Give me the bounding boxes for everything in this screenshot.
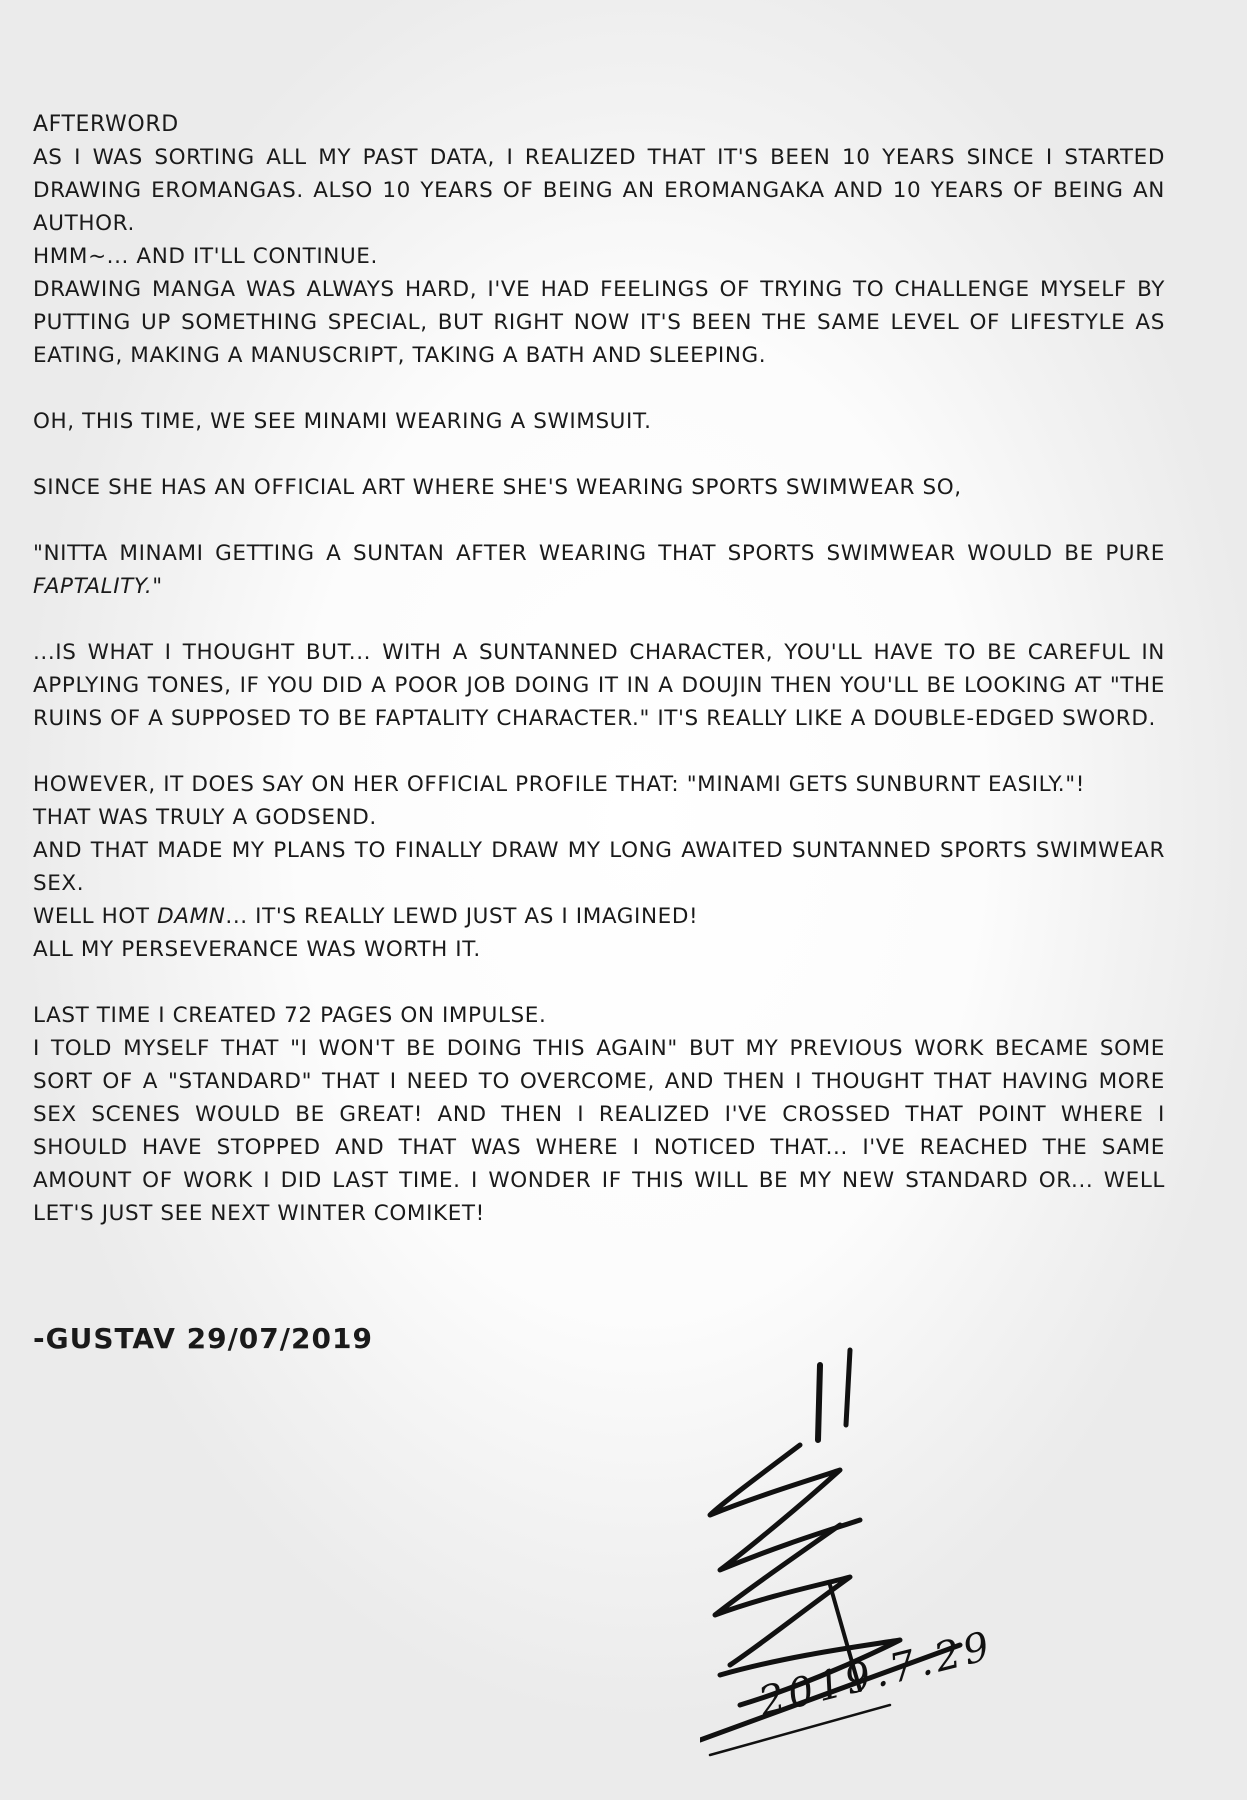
page-title: AFTERWORD [33,112,179,137]
handwritten-signature [700,1345,1050,1775]
hot-damn-italic: DAMN [157,904,226,929]
quote-text-italic: FAPTALITY." [33,574,163,599]
paragraph-last-time: LAST TIME I CREATED 72 PAGES ON IMPULSE. [33,1003,547,1028]
paragraph-official-art: SINCE SHE HAS AN OFFICIAL ART WHERE SHE'S WEARING SPORTS SWIMWEAR SO, [33,475,962,500]
hot-damn-pre: WELL HOT [33,904,150,929]
paragraph-suntan: ...IS WHAT I THOUGHT BUT... WITH A SUNTANNED CHARACTER, YOU'LL HAVE TO BE CAREFUL IN APPLYING TONES, IF YOU DID A POOR JOB DOING IT IN A DOUJIN THEN YOU'LL BE LOOKING AT "THE RUINS OF A SUPPOSED TO BE FAPTALITY CHARACTER." IT'S REALLY LIKE A DOUBLE-EDGED SWORD. [33,640,1165,731]
paragraph-hot-damn [33,900,1165,933]
paragraph-gap [33,966,1165,999]
hot-damn-post: ... IT'S REALLY LEWD JUST AS I IMAGINED! [225,904,699,929]
paragraph-perseverance: ALL MY PERSEVERANCE WAS WORTH IT. [33,937,481,962]
paragraph-plans: AND THAT MADE MY PLANS TO FINALLY DRAW MY LONG AWAITED SUNTANNED SPORTS SWIMWEAR SEX. [33,838,1165,896]
paragraph-profile: HOWEVER, IT DOES SAY ON HER OFFICIAL PROFILE THAT: "MINAMI GETS SUNBURNT EASILY."! [33,772,1085,797]
paragraph-quote [33,537,1165,603]
paragraph-intro-lifestyle: DRAWING MANGA WAS ALWAYS HARD, I'VE HAD FEELINGS OF TRYING TO CHALLENGE MYSELF BY PUTTING UP SOMETHING SPECIAL, BUT RIGHT NOW IT'S BEEN THE SAME LEVEL OF LIFESTYLE AS EATING, MAKING A MANUSCRIPT, TAKING A BATH AND SLEEPING. [33,277,1165,368]
afterword-body [33,108,1165,1230]
paragraph-intro: AS I WAS SORTING ALL MY PAST DATA, I REALIZED THAT IT'S BEEN 10 YEARS SINCE I STARTED DRAWING EROMANGAS. ALSO 10 YEARS OF BEING AN EROMANGAKA AND 10 YEARS OF BEING AN AUTHOR. [33,145,1165,236]
author-signoff: -GUSTAV 29/07/2019 [33,1322,373,1355]
paragraph-godsend: THAT WAS TRULY A GODSEND. [33,805,377,830]
paragraph-standard: I TOLD MYSELF THAT "I WON'T BE DOING THIS AGAIN" BUT MY PREVIOUS WORK BECAME SOME SORT OF A "STANDARD" THAT I NEED TO OVERCOME, AND THEN I THOUGHT THAT HAVING MORE SEX SCENES WOULD BE GREAT! AND THEN I REALIZED I'VE CROSSED THAT POINT WHERE I SHOULD HAVE STOPPED AND THAT WAS WHERE I NOTICED THAT... I'VE REACHED THE SAME AMOUNT OF WORK I DID LAST TIME. I WONDER IF THIS WILL BE MY NEW STANDARD OR... WELL LET'S JUST SEE NEXT WINTER COMIKET! [33,1036,1165,1226]
paragraph-gap [33,603,1165,636]
paragraph-gap [33,504,1165,537]
paragraph-gap [33,438,1165,471]
quote-text: "NITTA MINAMI GETTING A SUNTAN AFTER WEARING THAT SPORTS SWIMWEAR WOULD BE PURE [33,541,1165,566]
paragraph-intro-continue: HMM~... AND IT'LL CONTINUE. [33,244,378,269]
signature-date: 2019.7.29 [754,1622,999,1726]
paragraph-gap [33,735,1165,768]
paragraph-gap [33,372,1165,405]
paragraph-swimsuit: OH, THIS TIME, WE SEE MINAMI WEARING A SWIMSUIT. [33,409,652,434]
